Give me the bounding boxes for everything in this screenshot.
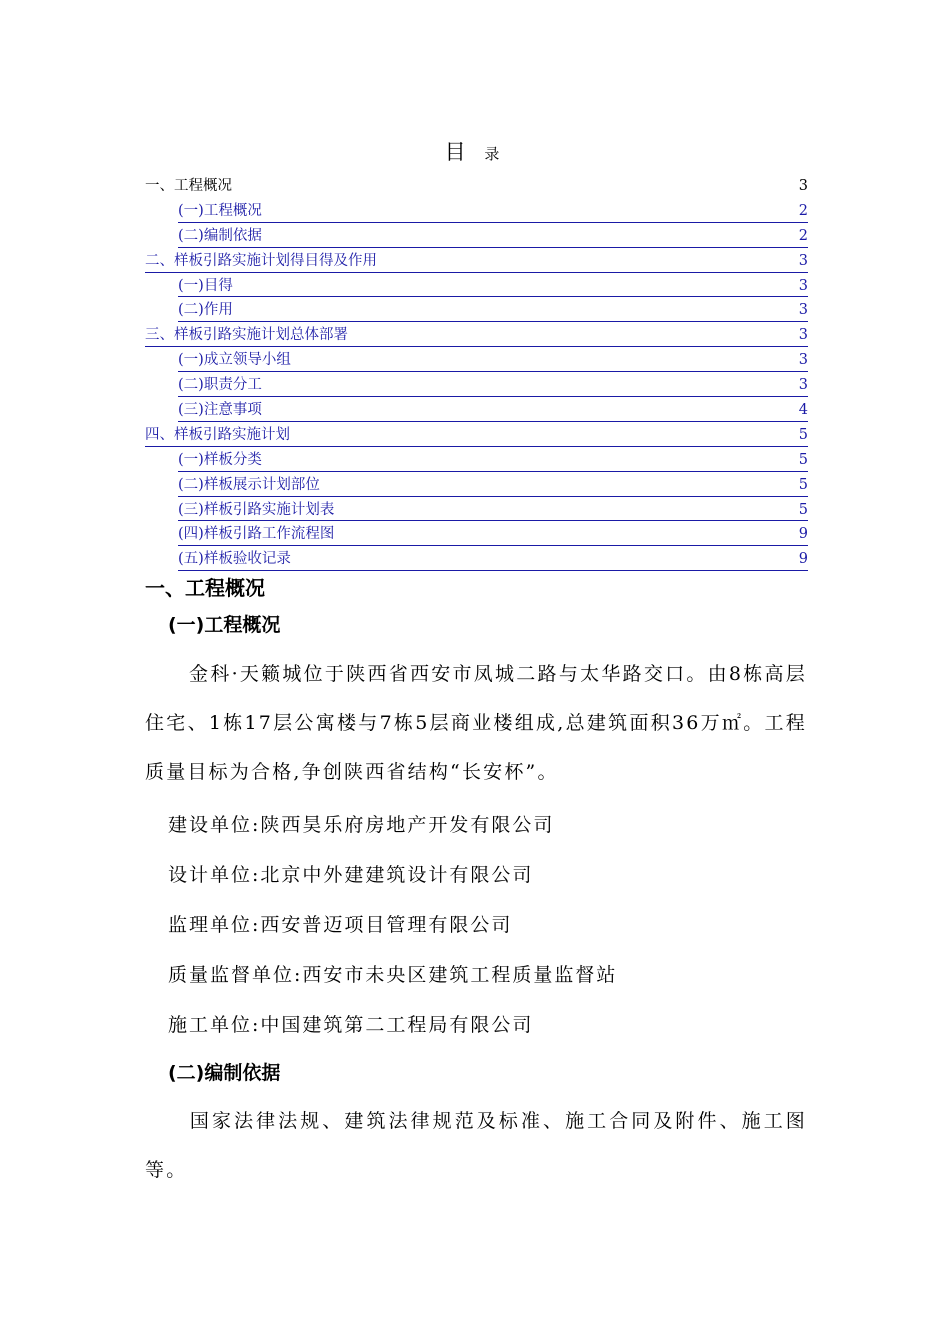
project-intro-text: 金科·天籁城位于陕西省西安市凤城二路与太华路交口。由8栋高层住宅、1栋17层公寓楼与7栋5层商业楼组成,总建筑面积36万㎡。工程质量目标为合格,争创陕西省结构“长安杯”。 <box>145 663 807 783</box>
toc-entry-page: 5 <box>798 501 808 518</box>
toc-entry-page: 2 <box>798 202 808 219</box>
table-of-contents <box>145 175 808 573</box>
toc-entry[interactable] <box>145 225 808 250</box>
subsection-heading: (二)编制依据 <box>168 1062 281 1084</box>
toc-entry[interactable] <box>145 275 808 300</box>
toc-entry-page: 9 <box>798 551 808 568</box>
toc-entry[interactable] <box>145 474 808 499</box>
toc-entry-page: 3 <box>798 377 808 394</box>
toc-entry[interactable] <box>145 449 808 474</box>
toc-entry[interactable] <box>145 499 808 524</box>
toc-entry[interactable] <box>145 200 808 225</box>
toc-entry-label: 四、样板引路实施计划 <box>145 426 290 443</box>
toc-entry-page: 5 <box>798 476 808 493</box>
toc-entry-page: 9 <box>798 526 808 543</box>
toc-entry-label: (二)样板展示计划部位 <box>178 476 320 493</box>
toc-entry[interactable] <box>145 299 808 324</box>
toc-entry[interactable] <box>145 250 808 275</box>
project-intro-paragraph <box>145 650 807 797</box>
basis-text: 国家法律法规、建筑法律规范及标准、施工合同及附件、施工图等。 <box>145 1110 807 1181</box>
toc-entry-page: 3 <box>798 178 808 194</box>
toc-title-small: 录 <box>484 145 506 163</box>
toc-entry[interactable] <box>145 399 808 424</box>
toc-title-main: 目 <box>444 140 472 164</box>
unit-line: 施工单位:中国建筑第二工程局有限公司 <box>168 1014 534 1036</box>
toc-entry-page: 4 <box>798 402 808 419</box>
toc-entry-page: 3 <box>798 252 808 269</box>
toc-title <box>0 136 950 166</box>
unit-line: 监理单位:西安普迈项目管理有限公司 <box>168 914 513 936</box>
toc-entry[interactable] <box>145 324 808 349</box>
toc-entry-page: 3 <box>798 277 808 294</box>
toc-entry-label: (四)样板引路工作流程图 <box>178 526 335 543</box>
toc-entry[interactable] <box>145 349 808 374</box>
unit-line: 质量监督单位:西安市未央区建筑工程质量监督站 <box>168 964 618 986</box>
toc-entry-label: (二)作用 <box>178 302 233 319</box>
toc-entry-label: 二、样板引路实施计划得目得及作用 <box>145 252 377 269</box>
toc-entry-page: 3 <box>798 352 808 369</box>
toc-entry[interactable] <box>145 548 808 573</box>
toc-entry-page: 3 <box>798 327 808 344</box>
toc-entry-label: (一)成立领导小组 <box>178 352 291 369</box>
toc-entry[interactable] <box>145 175 808 200</box>
toc-entry[interactable] <box>145 523 808 548</box>
toc-entry-label: 一、工程概况 <box>145 178 232 194</box>
unit-line: 建设单位:陕西昊乐府房地产开发有限公司 <box>168 814 555 836</box>
toc-entry-page: 2 <box>798 227 808 244</box>
toc-entry[interactable] <box>145 424 808 449</box>
basis-paragraph <box>145 1097 807 1195</box>
toc-entry-page: 5 <box>798 451 808 468</box>
toc-entry-label: (一)目得 <box>178 277 233 294</box>
toc-entry-label: 三、样板引路实施计划总体部署 <box>145 327 348 344</box>
toc-entry-label: (一)工程概况 <box>178 202 262 219</box>
toc-entry-label: (二)职责分工 <box>178 377 262 394</box>
toc-entry-label: (五)样板验收记录 <box>178 551 291 568</box>
section-heading: 一、工程概况 <box>145 576 265 600</box>
toc-entry-label: (一)样板分类 <box>178 451 262 468</box>
toc-entry-label: (二)编制依据 <box>178 227 262 244</box>
toc-entry-page: 5 <box>798 426 808 443</box>
toc-entry-label: (三)样板引路实施计划表 <box>178 501 335 518</box>
toc-entry[interactable] <box>145 374 808 399</box>
toc-entry-page: 3 <box>798 302 808 319</box>
subsection-heading: (一)工程概况 <box>168 614 281 636</box>
unit-line: 设计单位:北京中外建建筑设计有限公司 <box>168 864 534 886</box>
toc-entry-label: (三)注意事项 <box>178 402 262 419</box>
